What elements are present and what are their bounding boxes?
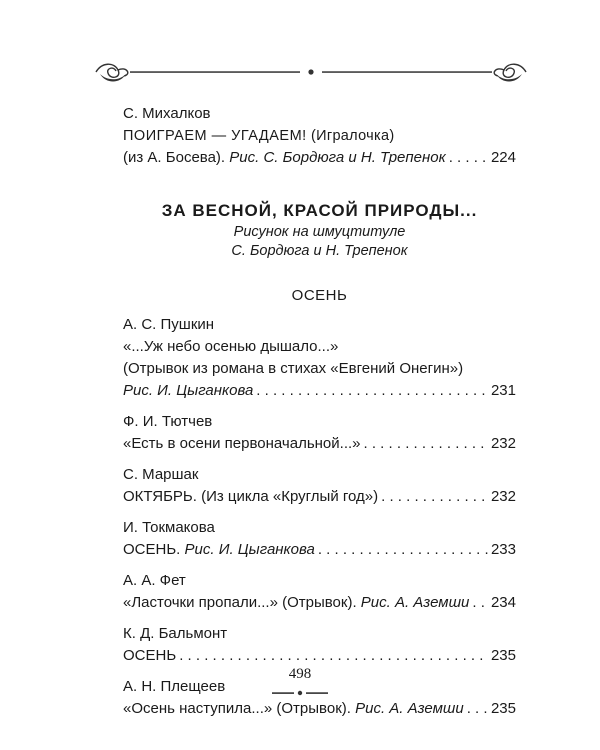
entry-line — [123, 486, 516, 508]
entry-title: «...Уж небо осенью дышало...» — [123, 338, 339, 355]
entry-author: С. Маршак — [123, 466, 199, 483]
entry-author: А. Н. Плещеев — [123, 678, 226, 695]
dot-leader — [256, 380, 488, 402]
entry-page: 232 — [490, 488, 516, 505]
entry-title: ОСЕНЬ — [123, 647, 177, 664]
subsection-heading: ОСЕНЬ — [291, 287, 348, 304]
entry-text: (из А. Босева). — [123, 149, 230, 166]
entry-author: Ф. И. Тютчев — [123, 413, 213, 430]
table-of-contents — [123, 103, 516, 720]
entry-author: К. Д. Бальмонт — [123, 625, 228, 642]
entry-author: И. Токмакова — [123, 519, 215, 536]
dot-leader — [318, 539, 488, 561]
entry-note: (Отрывок из романа в стихах «Евгений Онегин») — [123, 360, 464, 377]
entry-author: С. Михалков — [123, 105, 211, 122]
entry-author: А. А. Фет — [123, 572, 186, 589]
entry-author: А. С. Пушкин — [123, 316, 215, 333]
footer-ornament — [268, 688, 332, 698]
page-number: 498 — [288, 666, 312, 682]
entry-title: ОКТЯБРЬ. — [123, 488, 197, 505]
entry-page: 235 — [490, 700, 516, 717]
entry-line — [123, 645, 516, 667]
entry-line — [123, 380, 516, 402]
entry-line — [123, 147, 516, 169]
entry-title: «Осень наступила...» (Отрывок). — [123, 700, 356, 717]
entry-title-line — [123, 125, 516, 147]
top-ornament — [92, 58, 530, 84]
entry-note: (Из цикла «Круглый год») — [196, 488, 379, 505]
entry-page: 234 — [490, 594, 516, 611]
entry-title: ПОИГРАЕМ — УГАДАЕМ! — [123, 128, 307, 144]
entry-line — [123, 539, 516, 561]
dot-leader — [467, 698, 488, 720]
entry-title: «Ласточки пропали...» (Отрывок). — [123, 594, 361, 611]
entry-line — [123, 433, 516, 455]
dot-leader — [381, 486, 488, 508]
entry-page: 224 — [490, 149, 516, 166]
dot-leader — [449, 147, 488, 169]
entry-title: «Есть в осени первоначальной...» — [123, 435, 361, 452]
entry-line — [123, 698, 516, 720]
section-illustrators: С. Бордюга и Н. Трепенок — [231, 243, 408, 259]
entry-illustrator: Рис. С. Бордюга и Н. Трепенок — [229, 149, 446, 166]
entry-title-note: (Игралочка) — [306, 128, 395, 144]
entry-page: 233 — [490, 541, 516, 558]
dot-leader — [179, 645, 488, 667]
entry-page: 231 — [490, 382, 516, 399]
entry-illustrator: Рис. А. Аземши — [355, 700, 464, 717]
dot-leader — [364, 433, 488, 455]
entry-page: 235 — [490, 647, 516, 664]
entry-page: 232 — [490, 435, 516, 452]
entry-title: ОСЕНЬ. — [123, 541, 181, 558]
section-subtitle: Рисунок на шмуцтитуле — [233, 224, 406, 240]
entry-illustrator: Рис. И. Цыганкова — [123, 382, 254, 399]
section-heading: ЗА ВЕСНОЙ, КРАСОЙ ПРИРОДЫ... — [161, 201, 478, 220]
dot-leader — [472, 592, 488, 614]
entry-line — [123, 592, 516, 614]
entry-illustrator: Рис. А. Аземши — [360, 594, 470, 611]
entry-illustrator: Рис. И. Цыганкова — [180, 541, 315, 558]
